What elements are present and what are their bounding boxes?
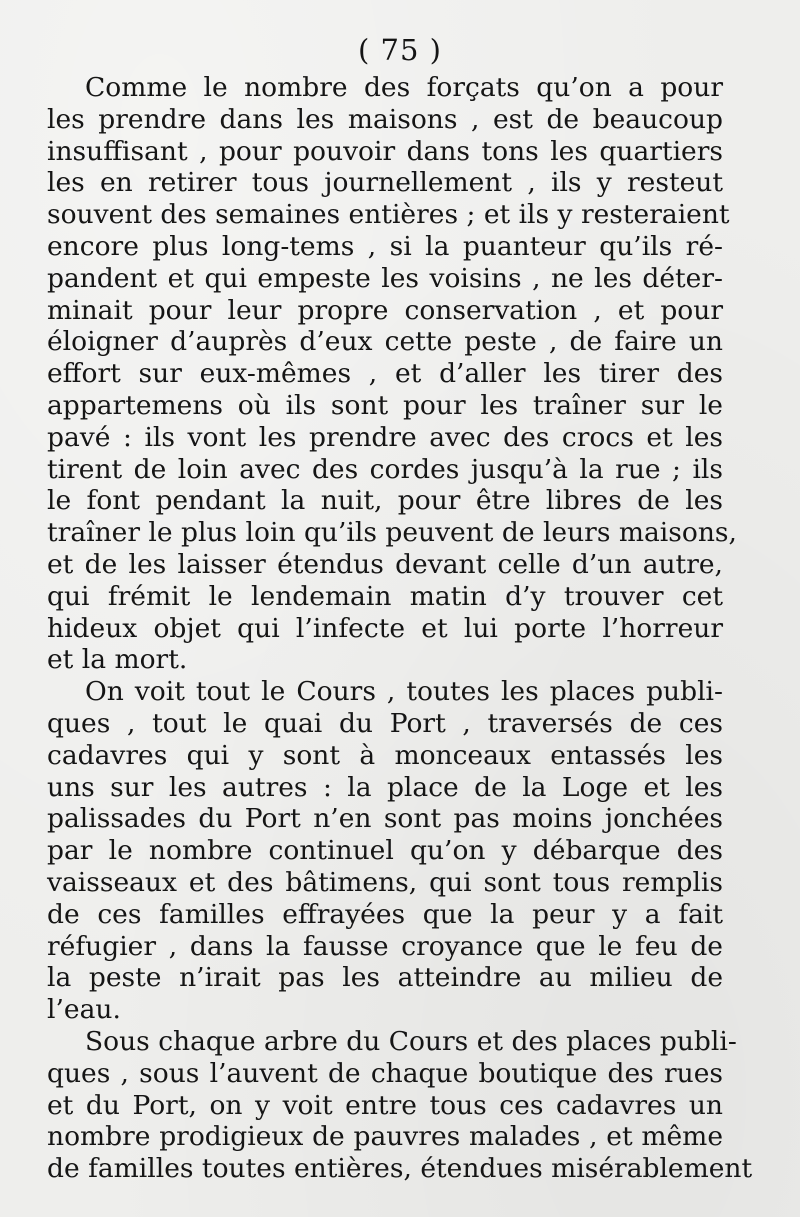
text-line: qui frémit le lendemain matin d’y trouver cet: [47, 580, 723, 612]
text-line: nombre prodigieux de pauvres malades , et même: [47, 1121, 723, 1153]
text-line: par le nombre continuel qu’on y débarque des: [47, 835, 723, 867]
body-text: [47, 72, 753, 1185]
text-line: de ces familles effrayées que la peur y a fait: [47, 898, 723, 930]
text-line: cadavres qui y sont à monceaux entassés les: [47, 739, 723, 771]
text-line: ques , sous l’auvent de chaque boutique des rues: [47, 1057, 723, 1089]
text-line: encore plus long-tems , si la puanteur qu’ils ré-: [47, 230, 723, 262]
paragraph: [47, 72, 737, 676]
text-line: les prendre dans les maisons , est de beaucoup: [47, 103, 723, 135]
text-line: ques , tout le quai du Port , traversés de ces: [47, 707, 723, 739]
text-line: appartemens où ils sont pour les traîner sur le: [47, 389, 723, 421]
text-line: hideux objet qui l’infecte et lui porte l’horreur: [47, 612, 723, 644]
text-line: Sous chaque arbre du Cours et des places publi-: [85, 1025, 737, 1057]
text-line: pavé : ils vont les prendre avec des crocs et les: [47, 421, 723, 453]
text-line: et la mort.: [47, 644, 188, 676]
text-line: éloigner d’auprès d’eux cette peste , de faire un: [47, 326, 723, 358]
text-line: Comme le nombre des forçats qu’on a pour: [85, 72, 723, 103]
text-line: uns sur les autres : la place de la Loge et les: [47, 771, 723, 803]
text-line: vaisseaux et des bâtimens, qui sont tous remplis: [47, 866, 723, 898]
text-line: réfugier , dans la fausse croyance que le feu de: [47, 930, 723, 962]
text-line: traîner le plus loin qu’ils peuvent de leurs maisons,: [47, 517, 737, 549]
text-line: la peste n’irait pas les atteindre au milieu de: [47, 962, 723, 994]
text-line: souvent des semaines entières ; et ils y resteraient: [47, 199, 730, 231]
text-line: effort sur eux-mêmes , et d’aller les tirer des: [47, 358, 723, 390]
text-line: minait pour leur propre conservation , et pour: [47, 294, 723, 326]
text-line: insuffisant , pour pouvoir dans tons les quartiers: [47, 135, 723, 167]
text-line: palissades du Port n’en sont pas moins jonchées: [47, 803, 723, 835]
text-line: tirent de loin avec des cordes jusqu’à la rue ; ils: [47, 453, 723, 485]
text-line: et du Port, on y voit entre tous ces cadavres un: [47, 1089, 723, 1121]
paragraph: [47, 1025, 753, 1185]
text-line: On voit tout le Cours , toutes les places publi-: [85, 676, 723, 708]
text-line: les en retirer tous journellement , ils y resteut: [47, 167, 723, 199]
text-line: l’eau.: [47, 994, 121, 1026]
paragraph: [47, 676, 723, 1026]
page-number: ( 75 ): [358, 33, 442, 67]
text-line: et de les laisser étendus devant celle d’un autre,: [47, 548, 723, 580]
text-line: pandent et qui empeste les voisins , ne les déter-: [47, 262, 723, 294]
text-line: le font pendant la nuit, pour être libres de les: [47, 485, 723, 517]
text-line: de familles toutes entières, étendues misérablement: [47, 1153, 753, 1185]
